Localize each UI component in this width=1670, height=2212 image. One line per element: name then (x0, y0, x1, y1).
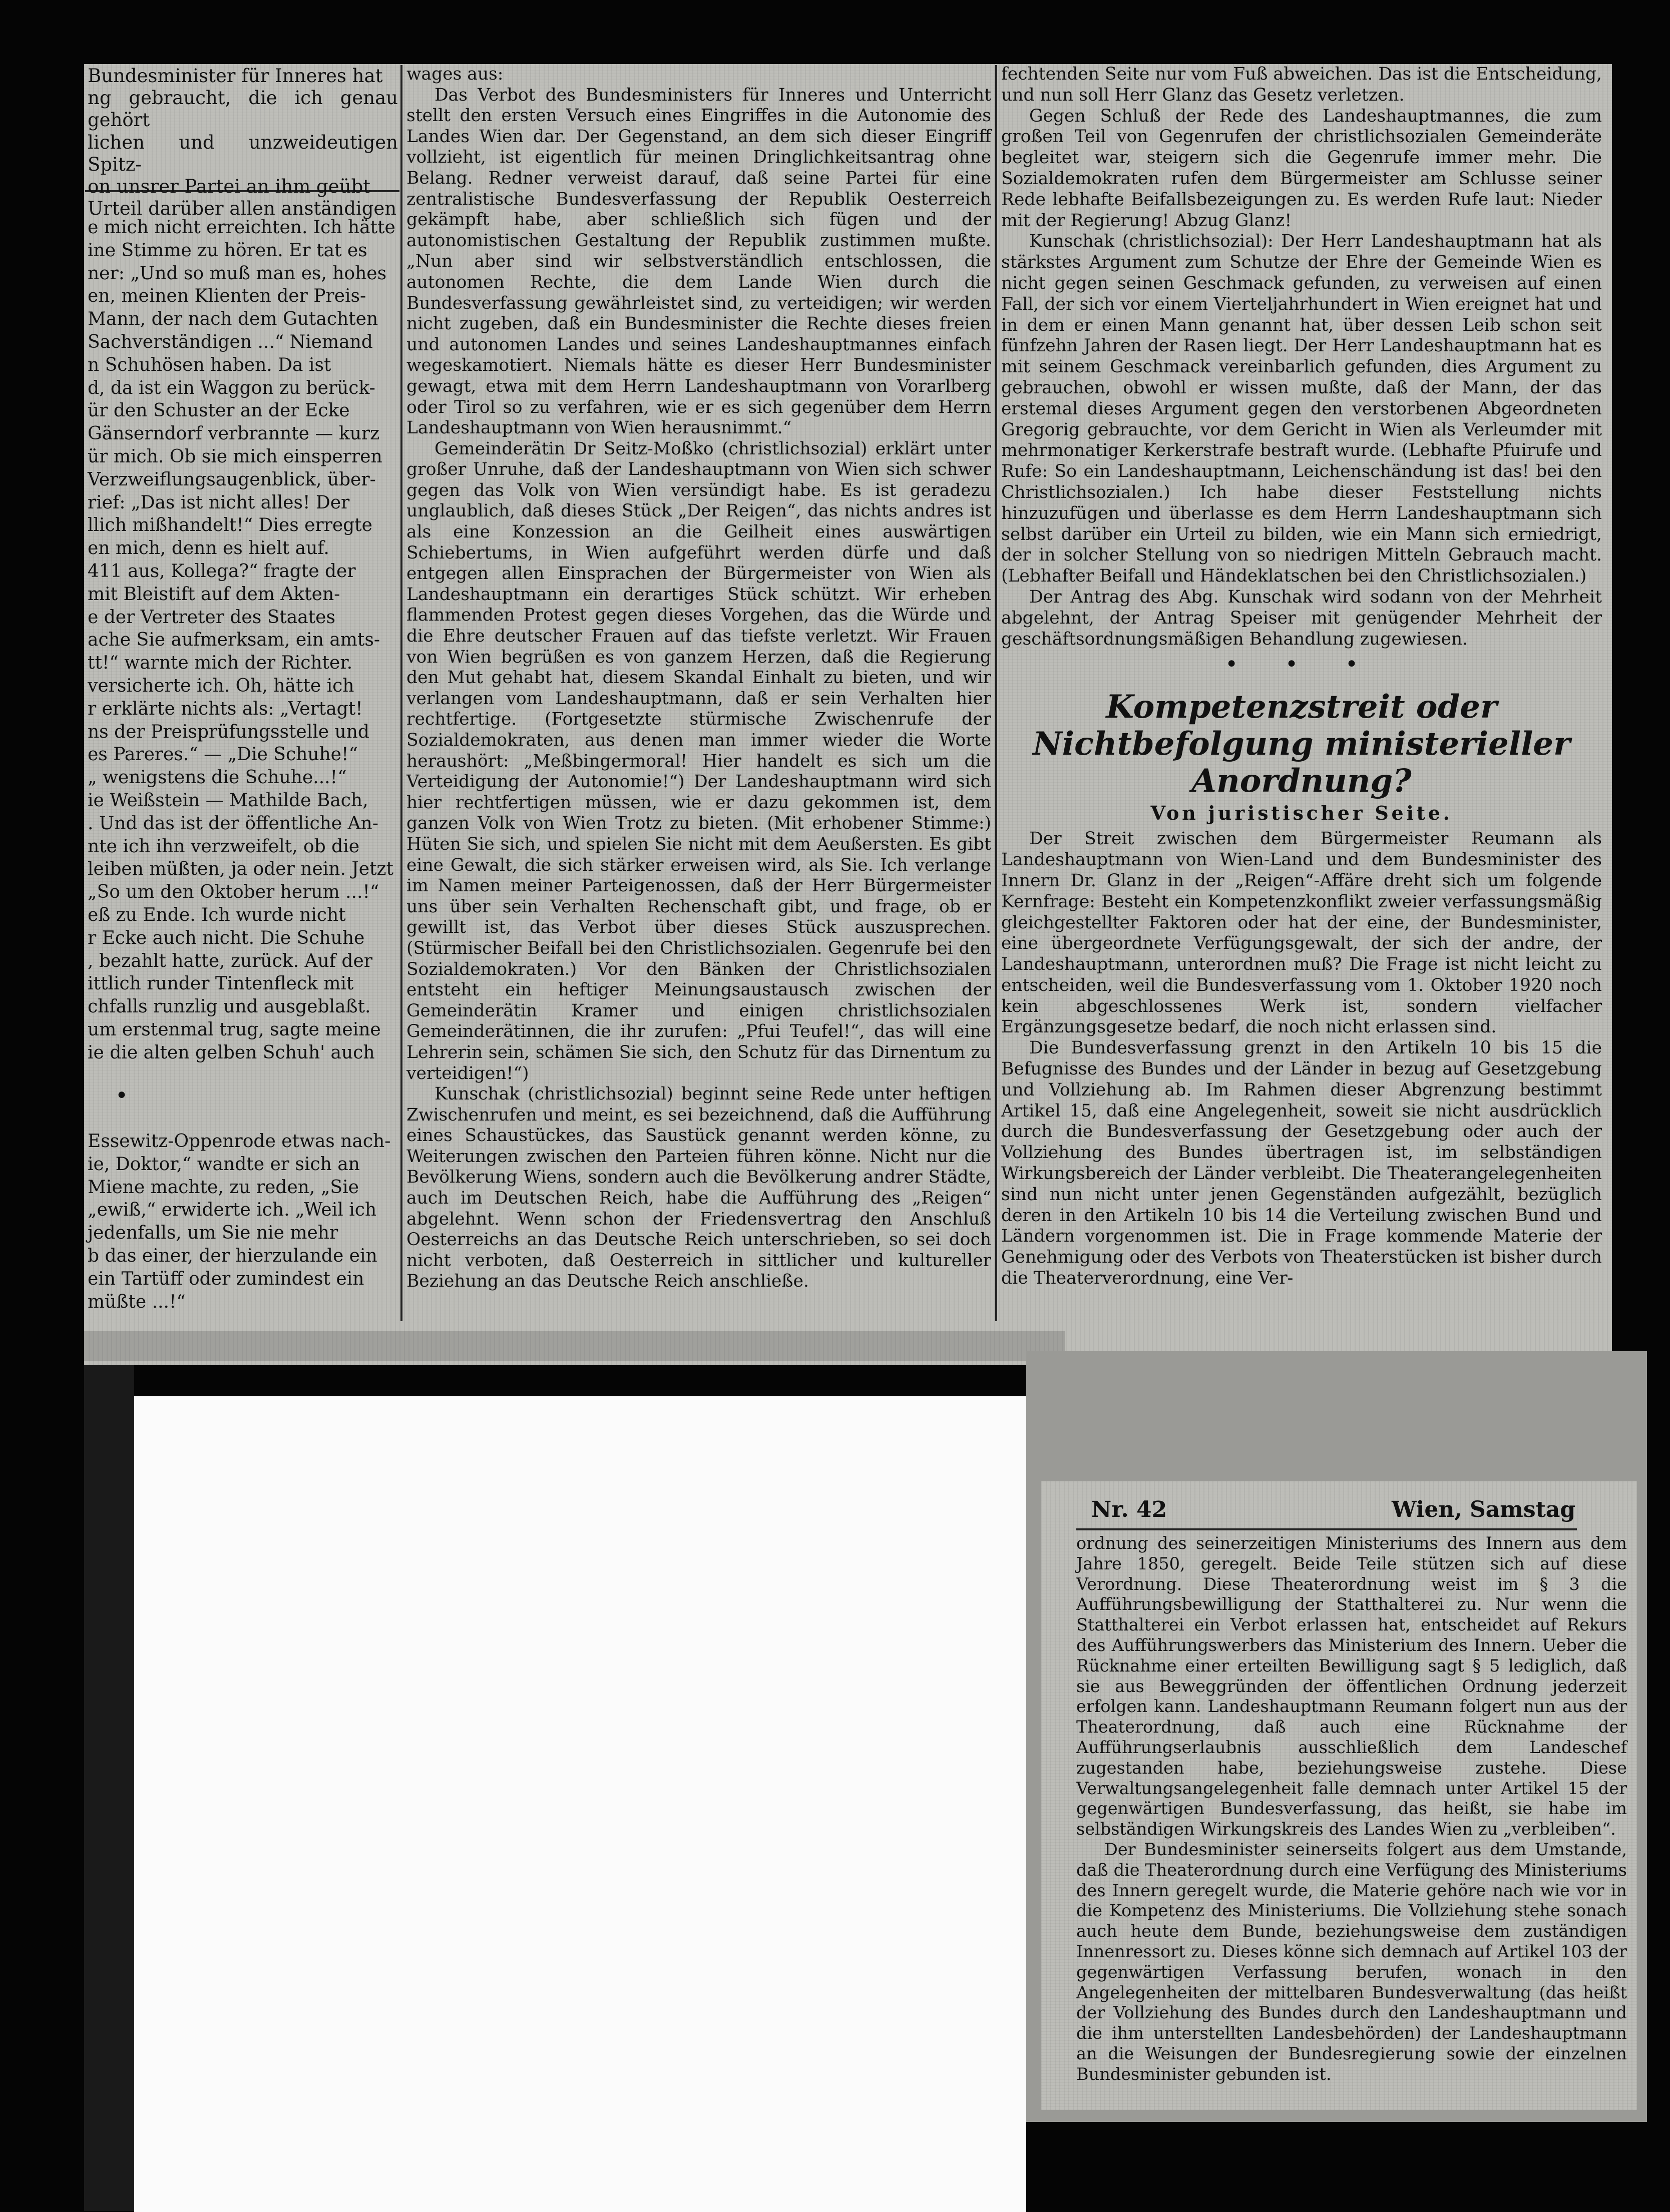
paragraph: fechtenden Seite nur vom Fuß abweichen. Das ist die Entscheidung, und nun soll Herr Glanz das Gesetz verletzen. (1001, 64, 1602, 105)
masthead-rule (1076, 1528, 1577, 1530)
text-line: ache Sie aufmerksam, ein amts- (88, 630, 380, 651)
section-separator: • • • (1225, 652, 1378, 678)
text-line: „ewiß,“ erwiderte ich. „Weil ich (88, 1200, 377, 1221)
column-2 (406, 64, 991, 1325)
text-line: ittlich runder Tintenfleck mit (88, 973, 354, 994)
text-line: nte ich ihn verzweifelt, ob die (88, 836, 360, 857)
text-line: n Schuhösen haben. Da ist (88, 354, 331, 375)
text-line: versicherte ich. Oh, hätte ich (88, 675, 354, 696)
article-headline: Kompetenzstreit oder Nichtbefolgung ministerieller Anordnung? (1033, 688, 1570, 800)
column-1-top (88, 65, 398, 220)
paragraph: Kunschak (christlichsozial): Der Herr Landeshauptmann hat als stärkstes Argument zum Schutze der Ehre der Gemeinde Wien es nicht gegen seinen Geschmack gefunden, zu verweisen auf einen Fall, der sich vor einem Vierteljahrhundert in Wien ereignet hat und in dem er einen Mann genannt hat, über dessen Leib schon seit fünfzehn Jahren der Rasen liegt. Der Herr Landeshauptmann hat es mit seinem Geschmack vereinbarlich gefunden, dies Argument zu gebrauchen, obwohl er wissen mußte, daß der Mann, der das erstemal dieses Argument gegen den verstorbenen Abgeordneten Gregorig gebrauchte, vor dem Gericht in Wien als Verleumder mit mehrmonatiger Kerkerstrafe bestraft wurde. (Lebhafte Pfuirufe und Rufe: So ein Landeshauptmann, Leichenschändung ist das! bei den Christlichsozialen.) Ich habe dieser Feststellung nichts hinzuzufügen und überlasse es dem Herrn Landeshauptmann sich selbst darüber ein Urteil zu bilden, wie ein Mann sich erniedrigt, der in solcher Stellung von so niedrigen Mitteln Gebrauch macht. (Lebhafter Beifall und Händeklatschen bei den Christlichsozialen.) (1001, 231, 1602, 587)
text-line: Miene machte, zu reden, „Sie (88, 1177, 359, 1198)
text-line: llich mißhandelt!“ Dies erregte (88, 515, 372, 536)
issue-place-day: Wien, Samstag (1392, 1497, 1576, 1522)
text-line: d, da ist ein Waggon zu berück- (88, 377, 375, 398)
text-line: ng gebraucht, die ich genau gehört (88, 87, 398, 131)
column-1-middle (88, 216, 398, 1067)
text-line: mit Bleistift auf dem Akten- (88, 584, 340, 605)
text-line: Essewitz-Oppenrode etwas nach- (88, 1131, 391, 1152)
text-line: e mich nicht erreichten. Ich hätte (88, 217, 395, 238)
paragraph: Der Antrag des Abg. Kunschak wird sodann von der Mehrheit abgelehnt, der Antrag Speiser mit genügender Mehrheit der geschäftsordnungsmäßigen Behandlung zugewiesen. (1001, 587, 1602, 649)
text-line: ür den Schuster an der Ecke (88, 400, 350, 421)
text-line: „ wenigstens die Schuhe...!“ (88, 767, 347, 788)
text-line: Verzweiflungsaugenblick, über- (88, 469, 376, 490)
article-byline: Von juristischer Seite. (1150, 802, 1453, 825)
paragraph: Kunschak (christlichsozial) beginnt seine Rede unter heftigen Zwischenrufen und meint, es sei bezeichnend, daß die Aufführung eines Schaustückes, das Saustück genannt werden könne, zu Weiterungen zwischen den Parteien führen könne. Nicht nur die Bevölkerung Wiens, sondern auch die Bevölkerung andrer Städte, auch im Deutschen Reich, habe die Aufführung des „Reigen“ abgelehnt. Wenn schon der Friedensvertrag den Anschluß Oesterreichs an das Deutsche Reich unterschrieben, so sei doch nicht verboten, daß Oesterreich in sittlicher und kultureller Beziehung an das Deutsche Reich anschließe. (406, 1084, 991, 1292)
text-line: jedenfalls, um Sie nie mehr (88, 1223, 338, 1244)
text-line: ns der Preisprüfungsstelle und (88, 721, 369, 742)
paragraph: Das Verbot des Bundesministers für Inneres und Unterricht stellt den ersten Versuch eines Eingriffes in die Autonomie des Landes Wien dar. Der Gegenstand, an dem sich dieser Eingriff vollzieht, ist eigentlich für meinen Dringlichkeitsantrag ohne Belang. Redner verweist darauf, daß seine Partei für eine zentralistische Bundesverfassung der Republik Oesterreich gekämpft habe, aber schließlich sich fügen und der autonomistischen Gestaltung der Republik zustimmen mußte. „Nun aber sind wir selbstverständlich entschlossen, die autonomen Rechte, die dem Lande Wien durch die Bundesverfassung gewährleistet sind, zu verteidigen; wir werden nicht zugeben, daß ein Bundesminister die Rechte dieses freien und autonomen Landes und seines Landeshauptmannes einfach wegeskamotiert. Niemals hätte es dieser Herr Bundesminister gewagt, etwa mit dem Herrn Landeshauptmann von Vorarlberg oder Tirol so zu verfahren, wie er es sich gegenüber dem Herrn Landeshauptmann von Wien herausnimmt.“ (406, 85, 991, 438)
text-line: r erklärte nichts als: „Vertagt! (88, 698, 363, 719)
text-line: tt!“ warnte mich der Richter. (88, 653, 353, 674)
paragraph: ordnung des seinerzeitigen Ministeriums des Innern aus dem Jahre 1850, geregelt. Beide Teile stützen sich auf diese Verordnung. Diese Theaterordnung weist im § 3 die Aufführungsbewilligung der Statthalterei zu. Nur wenn die Statthalterei ein Verbot erlassen hat, entscheidet auf Rekurs des Aufführungswerbers das Ministerium des Innern. Ueber die Rücknahme einer erteilten Bewilligung sagt § 5 lediglich, daß sie aus Beweggründen der öffentlichen Ordnung jederzeit erfolgen kann. Landeshauptmann Reumann folgert nun aus der Theaterordnung, daß auch eine Rücknahme der Aufführungserlaubnis ausschließlich dem Landeschef zugestanden habe, beziehungsweise zustehe. Diese Verwaltungsangelegenheit falle demnach unter Artikel 15 der gegenwärtigen Bundesverfassung, das heißt, sie habe im selbständigen Wirkungskreis des Landes Wien zu „verbleiben“. (1076, 1533, 1627, 1839)
text-line: ner: „Und so muß man es, hohes (88, 263, 387, 284)
text-line: eß zu Ende. Ich wurde nicht (88, 904, 346, 925)
issue-number: Nr. 42 (1091, 1497, 1167, 1522)
text-line: en mich, denn es hielt auf. (88, 538, 329, 559)
text-line: b das einer, der hierzulande ein (88, 1245, 377, 1266)
text-line: Bundesminister für Inneres hat (88, 65, 383, 87)
column-1-bottom (88, 1130, 398, 1320)
text-line: Gänserndorf verbrannte — kurz (88, 423, 380, 444)
column-rule (995, 65, 997, 1321)
paragraph: Der Streit zwischen dem Bürgermeister Reumann als Landeshauptmann von Wien-Land und dem Bundesminister des Innern Dr. Glanz in der „Reigen“-Affäre dreht sich um folgende Kernfrage: Besteht ein Kompetenzkonflikt zweier verfassungsmäßig gleichgestellter Faktoren oder hat der eine, der Bundesminister, eine übergeordnete Verfügungsgewalt, der sich der andre, der Landeshauptmann, unterordnen muß? Die Frage ist nicht leicht zu entscheiden, weil die Bundesverfassung vom 1. Oktober 1920 noch kein abgeschlossenes Werk ist, sondern vielfacher Ergänzungsgesetze bedarf, die noch nicht erlassen sind. (1001, 829, 1602, 1037)
paragraph: Gemeinderätin Dr Seitz-Moßko (christlichsozial) erklärt unter großer Unruhe, daß der Landeshauptmann von Wien sich schwer gegen das Volk von Wien versündigt habe. Es ist geradezu unglaublich, daß dieses Stück „Der Reigen“, das nichts andres ist als eine Konzession an die Geilheit eines auswärtigen Schiebertums, in Wien aufgeführt werden dürfe und daß entgegen allen Einsprachen der Bürgermeister von Wien als Landeshauptmann ein derartiges Stück schützt. Wir erheben flammenden Protest gegen dieses Vorgehen, das die Würde und die Ehre deutscher Frauen auf das tiefste verletzt. Wir Frauen von Wien begrüßen es von ganzem Herzen, daß die Regierung den Mut gehabt hat, diesem Skandal Einhalt zu bieten, und wir verlangen vom Landeshauptmann, daß er sein Verhalten hier rechtfertige. (Fortgesetzte stürmische Zwischenrufe der Sozialdemokraten, aus denen man immer wieder die Worte heraushört: „Meßbingermoral! Hier handelt es sich um die Verteidigung der Autonomie!“) Der Landeshauptmann wird sich hier rechtfertigen müssen, wie er dazu gekommen ist, dem ganzen Volk von Wien Trotz zu bieten. (Mit erhobener Stimme:) Hüten Sie sich, und spielen Sie nicht mit dem Aeußersten. Es gibt eine Gewalt, die sich stärker erweisen wird, als Sie. Ich verlange im Namen meiner Parteigenossen, daß der Herr Bürgermeister uns über sein Verhalten Rechenschaft gibt, und frage, ob er gewillt ist, das Verbot über dieses Stück auszusprechen. (Stürmischer Beifall bei den Christlichsozialen. Gegenrufe bei den Sozialdemokraten.) Vor den Bänken der Christlichsozialen entsteht ein heftiger Meinungsaustausch zwischen der Gemeinderätin Kramer und einigen christlichsozialen Gemeinderätinnen, die ihr zurufen: „Pfui Teufel!“, das will eine Lehrerin sein, schämen Sie sich, den Schutz für das Dirnentum zu verteidigen!“) (406, 438, 991, 1083)
text-line: on unsrer Partei an ihm geübt (88, 176, 371, 198)
column-rule (400, 65, 402, 1321)
text-line: 411 aus, Kollega?“ fragte der (88, 561, 356, 582)
text-line: ie, Doktor,“ wandte er sich an (88, 1154, 360, 1175)
text-line: ie Weißstein — Mathilde Bach, (88, 790, 368, 811)
text-line: ein Tartüff oder zumindest ein (88, 1268, 364, 1289)
text-line: leiben müßten, ja oder nein. Jetzt (88, 859, 393, 880)
text-line: Mann, der nach dem Gutachten (88, 309, 378, 330)
paragraph: Gegen Schluß der Rede des Landeshauptmannes, die zum großen Teil von Gegenrufen der christlichsozialen Gemeinderäte begleitet war, steigern sich die Gegenrufe immer mehr. Die Sozialdemokraten rufen dem Bürgermeister am Schlusse seiner Rede lebhafte Beifallsbezeigungen zu. Es werden Rufe laut: Nieder mit der Regierung! Abzug Glanz! (1001, 106, 1602, 231)
blank-sheet (134, 1396, 1026, 2212)
text-line: rief: „Das ist nicht alles! Der (88, 492, 350, 513)
column-1-bullet (115, 1085, 165, 1107)
text-line: ür mich. Ob sie mich einsperren (88, 446, 382, 467)
column-3 (1001, 64, 1602, 1345)
text-line: , bezahlt hatte, zurück. Auf der (88, 950, 372, 971)
fold-highlight (84, 1331, 1065, 1361)
text-line: lichen und unzweideutigen Spitz- (88, 131, 398, 175)
text-line: es Pareres.“ — „Die Schuhe!“ (88, 744, 358, 765)
text-line: Sachverständigen ...“ Niemand (88, 331, 373, 352)
text-line: r Ecke auch nicht. Die Schuhe (88, 927, 365, 948)
text-line: chfalls runzlig und ausgeblaßt. (88, 996, 371, 1017)
text-line: e der Vertreter des Staates (88, 607, 335, 628)
text-line: ine Stimme zu hören. Er tat es (88, 240, 367, 261)
text-line: . Und das ist der öffentliche An- (88, 813, 378, 834)
text-line: um erstenmal trug, sagte meine (88, 1019, 381, 1040)
text-line: ie die alten gelben Schuh' auch (88, 1042, 375, 1063)
text-line: Urteil darüber allen anständigen (88, 198, 397, 220)
text-line: müßte ...!“ (88, 1291, 186, 1312)
text-line: „So um den Oktober herum ...!“ (88, 882, 379, 903)
lead-line: wages aus: (406, 64, 504, 84)
column-4 (1076, 1533, 1627, 2109)
separator-dot: • (115, 1083, 128, 1109)
text-line: en, meinen Klienten der Preis- (88, 286, 366, 307)
paragraph: Die Bundesverfassung grenzt in den Artikeln 10 bis 15 die Befugnisse des Bundes und der Länder in bezug auf Gesetzgebung und Vollziehung ab. Im Rahmen dieser Abgrenzung bestimmt Artikel 15, daß eine Angelegenheit, soweit sie nicht ausdrücklich durch die Bundesverfassung der Gesetzgebung oder auch der Vollziehung des Bundes übertragen ist, im selbständigen Wirkungsbereich der Länder verbleibt. Die Theaterangelegenheiten sind nun nicht unter jenen Gegenständen aufgezählt, bezüglich deren in den Artikeln 10 bis 14 die Verteilung zwischen Bund und Ländern vorgenommen ist. Die in Frage kommende Materie der Genehmigung oder des Verbots von Theaterstücken ist bisher durch die Theaterverordnung, eine Ver- (1001, 1038, 1602, 1289)
paragraph: Der Bundesminister seinerseits folgert aus dem Umstande, daß die Theaterordnung durch eine Verfügung des Ministeriums des Innern geregelt wurde, die Materie gehöre nach wie vor in die Kompetenz des Ministeriums. Die Vollziehung stehe sonach auch heute dem Bunde, beziehungsweise dem zuständigen Innenressort zu. Dieses könne sich demnach auf Artikel 103 der gegenwärtigen Verfassung berufen, wonach in den Angelegenheiten der mittelbaren Bundesverwaltung (das heißt der Vollziehung des Bundes durch den Landeshauptmann und die ihm unterstellten Landesbehörden) der Landeshauptmann an die Weisungen der Bundesregierung sowie der einzelnen Bundesminister gebunden ist. (1076, 1839, 1627, 2084)
blank-sheet-shadow (84, 1365, 134, 2211)
